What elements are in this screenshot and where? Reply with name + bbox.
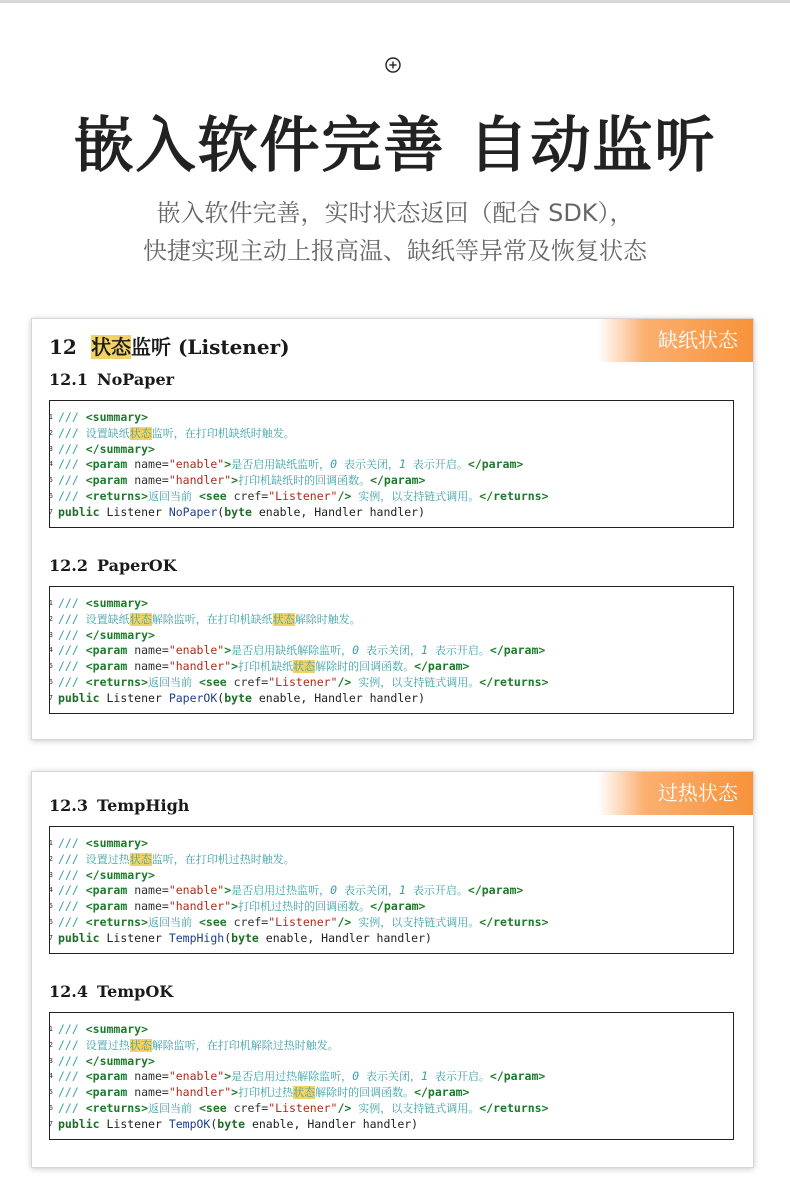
code-line [48, 504, 426, 520]
code-line [48, 898, 426, 914]
xml-tag: <param [85, 457, 128, 472]
xml-attr: name= [134, 643, 169, 658]
comment-prefix: /// [58, 915, 79, 929]
comment-prefix: /// [58, 410, 79, 424]
line-number: 7 [48, 693, 53, 702]
xml-tag: > [224, 643, 232, 658]
param-desc: 表示开启。 [412, 884, 468, 898]
comment-prefix: /// [58, 836, 79, 850]
line-number: 4 [48, 1072, 53, 1081]
line-number: 6 [48, 678, 53, 686]
return-type: Listener [106, 504, 162, 519]
code-line [48, 595, 149, 611]
subline-2: 快捷实现主动上报高温、缺纸等异常及恢复状态 [143, 237, 647, 265]
comment-prefix: /// [58, 1053, 79, 1068]
method-args: enable, Handler handler) [258, 504, 426, 519]
xml-tag: <param [85, 899, 128, 914]
xml-string: "handler" [168, 899, 232, 914]
comment-prefix: /// [58, 473, 79, 488]
method-args: enable, Handler handler) [258, 690, 426, 705]
param-desc: 表示开启。 [412, 458, 468, 472]
param-highlight: 状态 [293, 1086, 316, 1100]
param-desc: 是否启用缺纸解除监听， [231, 644, 353, 658]
code-line [48, 1037, 339, 1053]
comment-prefix: /// [58, 675, 79, 689]
xml-tag: </returns> [479, 489, 549, 503]
code-line [48, 835, 149, 851]
line-number: 2 [48, 854, 53, 863]
summary-highlight: 状态 [272, 612, 295, 626]
param-desc: 打印机缺纸 [238, 660, 294, 674]
xml-tag: </summary> [85, 1053, 155, 1068]
paren: ( [217, 690, 225, 705]
returns-desc: 实例，以支持链式调用。 [358, 916, 480, 929]
param-desc: 解除时的回调函数。 [315, 660, 415, 674]
code-line [48, 1053, 155, 1069]
xml-tag: > [231, 473, 239, 488]
xml-attr: cref= [233, 675, 269, 689]
summary-highlight: 状态 [129, 852, 152, 866]
returns-desc: 返回当前 [148, 490, 193, 503]
comment-prefix: /// [58, 851, 79, 866]
xml-tag: /> [337, 675, 352, 689]
param-zero: 0 [330, 457, 338, 472]
summary-text: 监听，在打印机缺纸时触发。 [151, 426, 295, 440]
xml-attr: name= [134, 1069, 169, 1084]
xml-tag: </param> [489, 1069, 546, 1084]
status-tag: 过热状态 [598, 772, 753, 815]
xml-attr: cref= [233, 1101, 269, 1115]
param-desc: 是否启用缺纸监听， [231, 458, 331, 472]
xml-string: "handler" [168, 473, 232, 488]
summary-text: 监听，在打印机过热时触发。 [151, 852, 295, 866]
xml-tag: /> [337, 915, 352, 929]
line-number: 4 [48, 646, 53, 655]
comment-prefix: /// [58, 1085, 79, 1100]
chapter-highlight: 状态 [91, 335, 131, 359]
comment-prefix: /// [58, 1101, 79, 1115]
xml-tag: <param [85, 643, 128, 658]
xml-tag: </param> [467, 883, 524, 898]
returns-desc: 实例，以支持链式调用。 [358, 676, 480, 689]
xml-attr: cref= [233, 915, 269, 929]
code-line [48, 690, 426, 706]
xml-attr: name= [134, 883, 169, 898]
line-number: 3 [48, 630, 53, 639]
comment-prefix: /// [58, 883, 79, 898]
line-number: 3 [48, 1056, 53, 1065]
xml-tag: > [224, 1069, 232, 1084]
method-name: PaperOK [168, 690, 218, 705]
summary-text: 解除时触发。 [294, 612, 361, 626]
xml-string: "handler" [168, 1085, 232, 1100]
section-number: 12.1 [49, 370, 88, 389]
code-line [48, 674, 549, 690]
keyword: public [58, 504, 100, 519]
page-headline: 嵌入软件完善 自动监听 [73, 111, 717, 181]
xml-tag: </returns> [479, 675, 549, 689]
xml-tag: <summary> [85, 410, 149, 424]
code-line [48, 441, 155, 457]
line-number: 6 [48, 918, 53, 926]
method-args: enable, Handler handler) [265, 930, 432, 945]
code-line [48, 627, 155, 643]
xml-tag: <see [198, 675, 227, 689]
code-line [48, 488, 549, 504]
keyword: public [58, 930, 100, 945]
code-line [48, 658, 470, 674]
summary-text: 设置过热 [85, 1038, 130, 1052]
chapter-rest: 监听 (Listener) [131, 335, 290, 359]
line-number: 1 [48, 839, 53, 847]
xml-string: "enable" [168, 643, 225, 658]
xml-string: "enable" [168, 1069, 225, 1084]
xml-tag: </param> [467, 457, 524, 472]
line-number: 2 [48, 428, 53, 437]
xml-string: "handler" [168, 659, 232, 674]
returns-desc: 返回当前 [148, 1102, 193, 1115]
line-number: 5 [48, 902, 53, 911]
code-line [48, 882, 524, 898]
keyword: public [58, 1116, 100, 1131]
returns-desc: 实例，以支持链式调用。 [358, 1102, 480, 1115]
xml-tag: <param [85, 1069, 128, 1084]
line-number: 4 [48, 460, 53, 469]
section-number: 12.4 [49, 982, 88, 1001]
chapter-number: 12 [49, 335, 77, 359]
xml-tag: > [231, 659, 239, 674]
line-number: 4 [48, 886, 53, 895]
line-number: 2 [48, 614, 53, 623]
subline-1: 嵌入软件完善，实时状态返回（配合 SDK）， [156, 199, 634, 227]
line-number: 7 [48, 1119, 53, 1128]
code-line [48, 642, 546, 658]
section-title [49, 796, 189, 815]
xml-tag: > [224, 457, 232, 472]
keyword: byte [224, 504, 252, 519]
return-type: Listener [106, 930, 162, 945]
code-line [48, 1100, 549, 1116]
method-name: TempHigh [168, 930, 225, 945]
code-line [48, 914, 549, 930]
keyword: public [58, 690, 100, 705]
comment-prefix: /// [58, 1069, 79, 1084]
code-line [48, 611, 361, 627]
xml-tag: <see [198, 489, 227, 503]
comment-prefix: /// [58, 899, 79, 914]
status-tag: 缺纸状态 [598, 319, 753, 362]
xml-tag: <summary> [85, 1022, 149, 1036]
line-number: 7 [48, 507, 53, 516]
xml-tag: <returns> [85, 675, 149, 689]
param-desc: 是否启用过热解除监听， [231, 1070, 353, 1084]
comment-prefix: /// [58, 425, 79, 440]
code-line [48, 472, 426, 488]
line-number: 6 [48, 492, 53, 500]
param-desc: 表示开启。 [434, 1070, 490, 1084]
xml-tag: <param [85, 883, 128, 898]
line-number: 3 [48, 444, 53, 453]
keyword: byte [231, 930, 259, 945]
xml-string: "Listener" [268, 675, 338, 689]
section-name: TempOK [97, 982, 174, 1001]
xml-tag: <param [85, 1085, 128, 1100]
xml-attr: name= [134, 1085, 169, 1100]
line-number: 1 [48, 599, 53, 607]
xml-string: "Listener" [268, 489, 338, 503]
line-number: 6 [48, 1104, 53, 1112]
summary-text: 解除监听，在打印机解除过热时触发。 [151, 1038, 339, 1052]
xml-tag: <returns> [85, 489, 149, 503]
xml-tag: <returns> [85, 915, 149, 929]
xml-tag: </returns> [479, 1101, 549, 1115]
param-desc: 表示开启。 [434, 644, 490, 658]
keyword: byte [224, 690, 252, 705]
code-block [49, 1012, 734, 1140]
paren: ( [217, 504, 225, 519]
xml-attr: name= [134, 473, 169, 488]
param-desc: 表示关闭， [344, 458, 400, 472]
return-type: Listener [106, 690, 162, 705]
section-title [49, 982, 173, 1001]
comment-prefix: /// [58, 457, 79, 472]
returns-desc: 返回当前 [148, 916, 193, 929]
code-block [49, 586, 734, 714]
xml-tag: /> [337, 1101, 352, 1115]
section-name: PaperOK [97, 556, 177, 575]
code-line [48, 867, 155, 883]
param-desc: 表示关闭， [366, 644, 422, 658]
xml-tag: <returns> [85, 1101, 149, 1115]
comment-prefix: /// [58, 596, 79, 610]
chapter-title [49, 331, 290, 360]
code-line [48, 456, 524, 472]
section-name: NoPaper [97, 370, 175, 389]
xml-string: "enable" [168, 457, 225, 472]
circle-plus-icon [385, 57, 401, 73]
line-number: 1 [48, 413, 53, 421]
doc-card-temp [31, 771, 754, 1168]
param-desc: 表示关闭， [366, 1070, 422, 1084]
line-number: 5 [48, 476, 53, 485]
section-name: TempHigh [97, 796, 190, 815]
xml-tag: </summary> [85, 867, 155, 882]
xml-attr: name= [134, 899, 169, 914]
xml-tag: </param> [414, 659, 470, 674]
line-number: 1 [48, 1025, 53, 1033]
returns-desc: 实例，以支持链式调用。 [358, 490, 480, 503]
summary-highlight: 状态 [129, 612, 152, 626]
paren: ( [224, 930, 232, 945]
param-desc: 表示关闭， [344, 884, 400, 898]
xml-tag: </summary> [85, 627, 155, 642]
param-desc: 是否启用过热监听， [231, 884, 331, 898]
param-desc: 打印机缺纸时的回调函数。 [238, 474, 371, 488]
param-zero: 0 [352, 1069, 360, 1084]
code-line [48, 1021, 149, 1037]
summary-text: 解除监听，在打印机缺纸 [151, 612, 273, 626]
section-title [49, 370, 174, 389]
param-highlight: 状态 [293, 660, 316, 674]
xml-string: "Listener" [268, 915, 338, 929]
line-number: 3 [48, 870, 53, 879]
line-number: 5 [48, 662, 53, 671]
code-line [48, 930, 432, 946]
xml-tag: </param> [414, 1085, 470, 1100]
summary-text: 设置过热 [85, 852, 130, 866]
xml-tag: > [231, 899, 239, 914]
code-line [48, 1116, 419, 1132]
comment-prefix: /// [58, 489, 79, 503]
param-desc: 打印机过热 [238, 1086, 294, 1100]
xml-tag: <param [85, 659, 128, 674]
line-number: 7 [48, 933, 53, 942]
summary-highlight: 状态 [129, 1038, 152, 1052]
comment-prefix: /// [58, 867, 79, 882]
code-block [49, 826, 734, 954]
comment-prefix: /// [58, 441, 79, 456]
xml-tag: > [224, 883, 232, 898]
section-number: 12.2 [49, 556, 88, 575]
section-number: 12.3 [49, 796, 88, 815]
return-type: Listener [106, 1116, 162, 1131]
xml-attr: name= [134, 457, 169, 472]
comment-prefix: /// [58, 659, 79, 674]
param-zero: 0 [352, 643, 360, 658]
keyword: byte [217, 1116, 245, 1131]
paren: ( [210, 1116, 218, 1131]
xml-tag: /> [337, 489, 352, 503]
method-args: enable, Handler handler) [251, 1116, 419, 1131]
summary-text: 设置缺纸 [85, 426, 130, 440]
param-one: 1 [421, 643, 428, 658]
xml-tag: </param> [489, 643, 546, 658]
comment-prefix: /// [58, 611, 79, 626]
code-block [49, 400, 734, 528]
xml-string: "Listener" [268, 1101, 338, 1115]
code-line [48, 1084, 470, 1100]
xml-tag: <summary> [85, 836, 149, 850]
comment-prefix: /// [58, 643, 79, 658]
xml-tag: </returns> [479, 915, 549, 929]
xml-string: "enable" [168, 883, 225, 898]
xml-tag: <see [198, 1101, 227, 1115]
code-line [48, 1068, 546, 1084]
top-divider [0, 0, 790, 3]
xml-tag: </param> [370, 473, 426, 488]
method-name: NoPaper [168, 504, 218, 519]
doc-card-nopaper [31, 318, 754, 740]
comment-prefix: /// [58, 1037, 79, 1052]
code-line [48, 851, 295, 867]
param-desc: 解除时的回调函数。 [315, 1086, 415, 1100]
comment-prefix: /// [58, 1022, 79, 1036]
param-one: 1 [399, 883, 406, 898]
line-number: 5 [48, 1088, 53, 1097]
summary-highlight: 状态 [129, 426, 152, 440]
param-zero: 0 [330, 883, 338, 898]
xml-attr: name= [134, 659, 169, 674]
summary-text: 设置缺纸 [85, 612, 130, 626]
code-line [48, 409, 149, 425]
section-title [49, 556, 177, 575]
param-desc: 打印机过热时的回调函数。 [238, 900, 371, 914]
xml-tag: </param> [370, 899, 426, 914]
xml-tag: <see [198, 915, 227, 929]
comment-prefix: /// [58, 627, 79, 642]
param-one: 1 [421, 1069, 428, 1084]
returns-desc: 返回当前 [148, 676, 193, 689]
xml-attr: cref= [233, 489, 269, 503]
code-line [48, 425, 295, 441]
line-number: 2 [48, 1040, 53, 1049]
xml-tag: <param [85, 473, 128, 488]
xml-tag: <summary> [85, 596, 149, 610]
xml-tag: > [231, 1085, 239, 1100]
param-one: 1 [399, 457, 406, 472]
method-name: TempOK [168, 1116, 211, 1131]
xml-tag: </summary> [85, 441, 155, 456]
